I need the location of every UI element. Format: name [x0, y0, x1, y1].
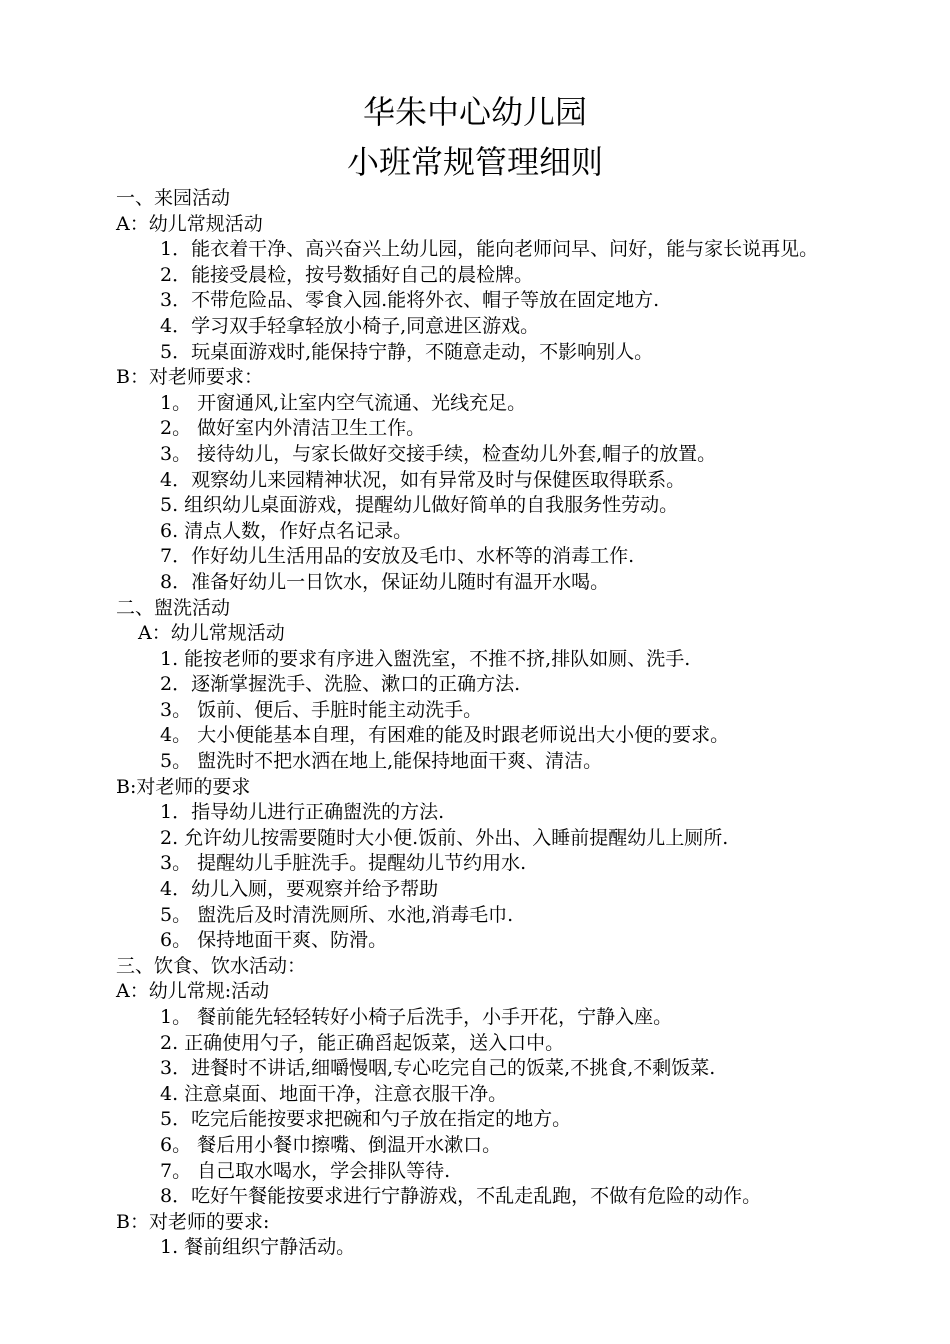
list-item: 4．幼儿入厕，要观察并给予帮助	[160, 878, 439, 901]
list-item: 4．学习双手轻拿轻放小椅子,同意进区游戏。	[160, 314, 540, 337]
subsection-heading-child-routine: A：幼儿常规活动	[138, 622, 285, 645]
list-item: 8．准备好幼儿一日饮水，保证幼儿随时有温开水喝。	[160, 570, 610, 593]
list-item: 3。 饭前、便后、手脏时能主动洗手。	[160, 698, 483, 721]
document-title-kindergarten: 华朱中心幼儿园	[362, 93, 587, 131]
subsection-heading-teacher-requirements: B：对老师的要求:	[116, 1210, 270, 1233]
list-item: 1。 开窗通风,让室内空气流通、光线充足。	[160, 391, 527, 414]
subsection-heading-child-routine: A：幼儿常规:活动	[116, 980, 270, 1003]
list-item: 5．玩桌面游戏时,能保持宁静，不随意走动，不影响别人。	[160, 340, 654, 363]
list-item: 5. 组织幼儿桌面游戏，提醒幼儿做好简单的自我服务性劳动。	[160, 494, 679, 517]
list-item: 6。 餐后用小餐巾擦嘴、倒温开水漱口。	[160, 1133, 502, 1156]
list-item: 1. 能按老师的要求有序进入盥洗室，不推不挤,排队如厕、洗手.	[160, 647, 691, 670]
document-title-regulations: 小班常规管理细则	[346, 143, 603, 181]
list-item: 6. 清点人数，作好点名记录。	[160, 519, 413, 542]
list-item: 7。 自己取水喝水，学会排队等待.	[160, 1159, 451, 1182]
list-item: 7．作好幼儿生活用品的安放及毛巾、水杯等的消毒工作.	[160, 545, 635, 568]
list-item: 2. 允许幼儿按需要随时大小便.饭前、外出、入睡前提醒幼儿上厕所.	[160, 826, 729, 849]
list-item: 6。 保持地面干爽、防滑。	[160, 929, 388, 952]
list-item: 5．吃完后能按要求把碗和勺子放在指定的地方。	[160, 1108, 572, 1131]
subsection-heading-teacher-requirements: B:对老师的要求	[116, 775, 251, 798]
list-item: 4．观察幼儿来园精神状况，如有异常及时与保健医取得联系。	[160, 468, 686, 491]
list-item: 3。 接待幼儿，与家长做好交接手续，检查幼儿外套,帽子的放置。	[160, 442, 717, 465]
list-item: 2．能接受晨检，按号数插好自己的晨检牌。	[160, 263, 534, 286]
list-item: 1。 餐前能先轻轻转好小椅子后洗手，小手开花，宁静入座。	[160, 1006, 673, 1028]
list-item: 2。 做好室内外清洁卫生工作。	[160, 417, 426, 440]
list-item: 4. 注意桌面、地面干净，注意衣服干净。	[160, 1082, 508, 1105]
list-item: 3．进餐时不讲话,细嚼慢咽,专心吃完自己的饭菜,不挑食,不剩饭菜.	[160, 1057, 716, 1080]
list-item: 5。 盥洗时不把水洒在地上,能保持地面干爽、清洁。	[160, 750, 603, 773]
subsection-heading-teacher-requirements: B：对老师要求：	[116, 366, 263, 389]
list-item: 4。 大小便能基本自理，有困难的能及时跟老师说出大小便的要求。	[160, 724, 730, 747]
list-item: 1．能衣着干净、高兴奋兴上幼儿园，能向老师问早、问好，能与家长说再见。	[160, 238, 819, 261]
list-item: 3．不带危险品、零食入园.能将外衣、帽子等放在固定地方.	[160, 289, 660, 312]
list-item: 5。 盥洗后及时清洗厕所、水池,消毒毛巾.	[160, 903, 514, 926]
subsection-heading-child-routine: A：幼儿常规活动	[116, 212, 263, 235]
list-item: 2. 正确使用勺子，能正确舀起饭菜，送入口中。	[160, 1031, 565, 1054]
list-item: 3。 提醒幼儿手脏洗手。提醒幼儿节约用水.	[160, 852, 527, 875]
list-item: 8．吃好午餐能按要求进行宁静游戏，不乱走乱跑，不做有危险的动作。	[160, 1185, 762, 1208]
list-item: 1. 餐前组织宁静活动。	[160, 1236, 356, 1259]
list-item: 2．逐渐掌握洗手、洗脸、漱口的正确方法.	[160, 673, 521, 696]
document-body	[116, 186, 866, 1261]
list-item: 1．指导幼儿进行正确盥洗的方法.	[160, 801, 445, 824]
section-heading-washing: 二、盥洗活动	[116, 596, 231, 619]
section-heading-arrival: 一、来园活动	[116, 187, 231, 209]
section-heading-eating-drinking: 三、饮食、饮水活动：	[116, 954, 307, 977]
